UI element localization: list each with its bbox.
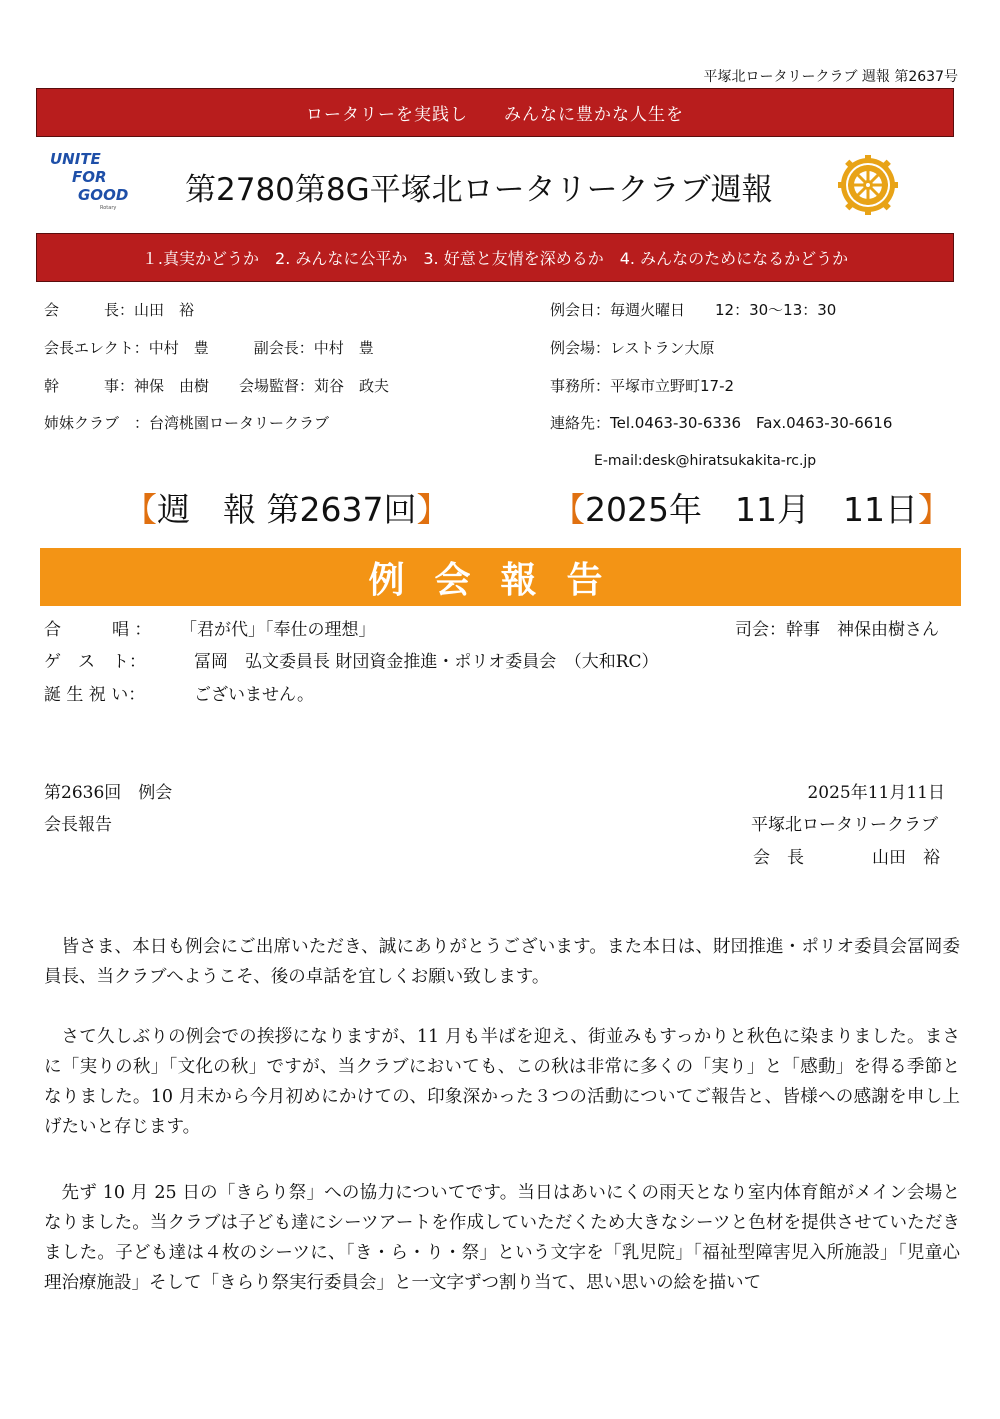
- info-sister-club: 姉妹クラブ ：台湾桃園ロータリークラブ: [44, 414, 330, 432]
- unite-for-good-logo: UNITE FOR GOOD Rotary: [50, 150, 129, 211]
- report-president: 会 長 山田 裕: [753, 848, 940, 868]
- report-session: 第2636回 例会: [44, 783, 173, 803]
- issue-date: 【2025年 11月 11日】: [552, 490, 951, 529]
- guest-label: ゲ ス ト：: [44, 652, 146, 672]
- song-value: 「君が代」「奉仕の理想」: [180, 620, 376, 640]
- paragraph: さて久しぶりの例会での挨拶になりますが、11 月も半ばを迎え、街並みもすっかりと秋色に染まりました。まさに「実りの秋」「文化の秋」ですが、当クラブにおいても、この秋は非常に多くの「実り」と「感動」を得る季節となりました。10 月末から今月初めにかけての、印象深かった３つの活動についてご報告と、皆様への感謝を申し上げたいと存じます。: [44, 1027, 960, 1137]
- info-meeting-day: 例会日：毎週火曜日 12：30～13：30: [550, 301, 837, 319]
- birthday-label: 誕 生 祝 い：: [44, 685, 146, 705]
- rotary-wheel-icon: [838, 155, 898, 215]
- report-date: 2025年11月11日: [807, 783, 945, 803]
- paragraph: 先ず 10 月 25 日の「きらり祭」への協力についてです。当日はあいにくの雨天となり室内体育館がメイン会場となりました。当クラブは子ども達にシーツアートを作成していただくため大きなシーツと色材を提供させていただきました。子ども達は４枚のシーツに、「き・ら・り・祭」という文字を「乳児院」「福祉型障害児入所施設」「児童心理治療施設」そして「きらり祭実行委員会」と一文字ずつ割り当て、思い思いの絵を描いて: [44, 1183, 960, 1293]
- page-title: 第2780第8G平塚北ロータリークラブ週報: [185, 172, 773, 208]
- info-president-elect: 会長エレクト：中村 豊 副会長：中村 豊: [44, 339, 374, 357]
- song-label: 合 唱 ：: [44, 620, 152, 640]
- info-president: 会 長：山田 裕: [44, 301, 195, 319]
- info-office: 事務所：平塚市立野町17-2: [550, 377, 735, 395]
- info-contact: 連絡先：Tel.0463-30-6336 Fax.0463-30-6616: [550, 414, 893, 432]
- header-issue-code: 平塚北ロータリークラブ 週報 第2637号: [703, 69, 958, 85]
- info-email: E-mail:desk@hiratsukakita-rc.jp: [594, 453, 817, 469]
- mc-info: 司会：幹事 神保由樹さん: [735, 620, 939, 640]
- four-way-test-banner: １.真実かどうか 2. みんなに公平か 3. 好意と友情を深めるか 4. みんなのためになるかどうか: [36, 233, 954, 282]
- report-club: 平塚北ロータリークラブ: [751, 815, 938, 835]
- slogan-banner: ロータリーを実践し みんなに豊かな人生を: [36, 88, 954, 137]
- info-secretary: 幹 事：神保 由樹 会場監督：苅谷 政夫: [44, 377, 390, 395]
- birthday-value: ございません。: [194, 685, 315, 705]
- report-title-banner: 例会報告: [40, 548, 961, 606]
- guest-value: 冨岡 弘文委員長 財団資金推進・ポリオ委員会 （大和RC）: [194, 652, 659, 672]
- issue-number: 【週 報 第2637回】: [124, 490, 450, 529]
- paragraph: 皆さま、本日も例会にご出席いただき、誠にありがとうございます。また本日は、財団推進・ポリオ委員会冨岡委員長、当クラブへようこそ、後の卓話を宜しくお願い致します。: [44, 937, 960, 987]
- info-venue: 例会場：レストラン大原: [550, 339, 715, 357]
- report-type: 会長報告: [44, 815, 112, 835]
